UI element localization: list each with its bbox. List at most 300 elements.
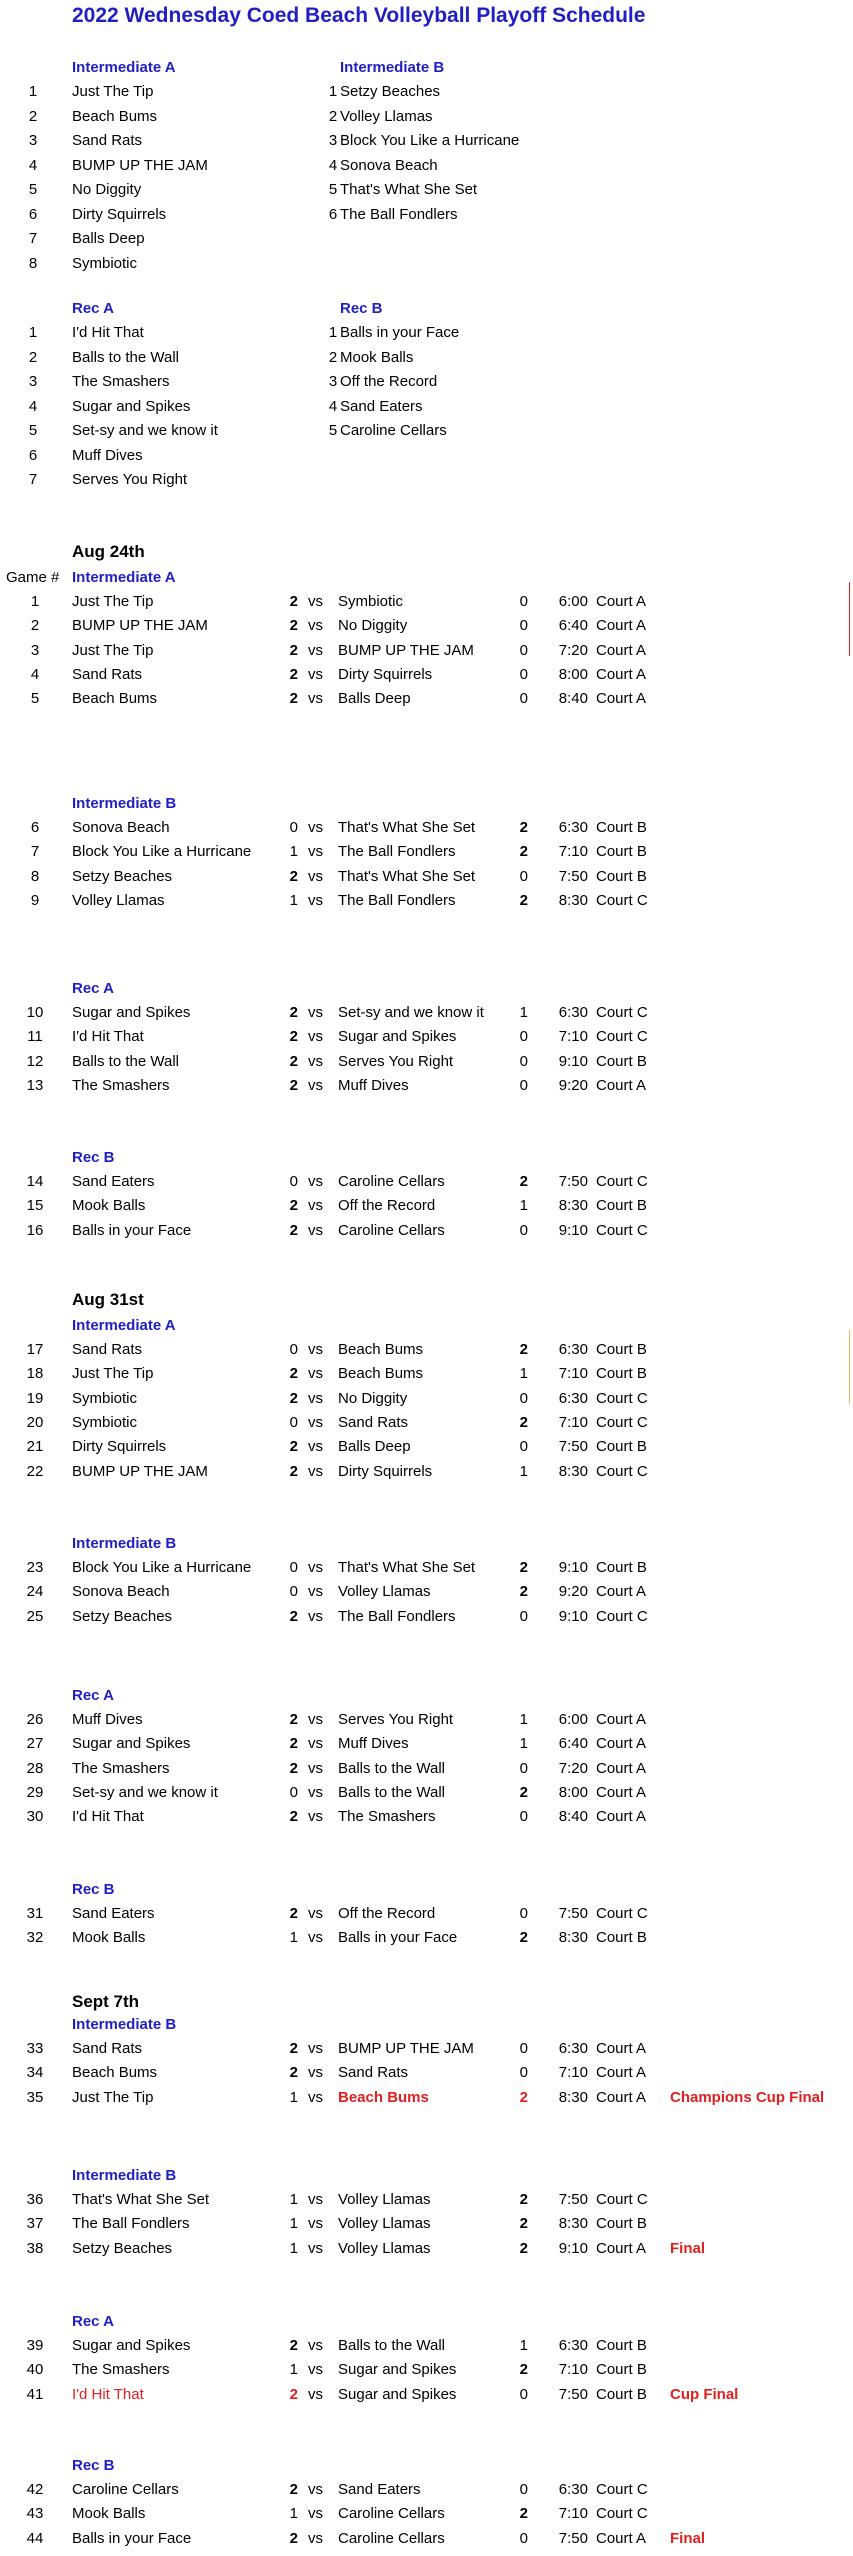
away-score: 1 (519, 1365, 528, 1383)
home-score: 2 (289, 2040, 298, 2057)
game-row (0, 1050, 853, 1074)
home-score: 1 (289, 2239, 298, 2257)
seed-team: Dirty Squirrels (72, 205, 167, 223)
home-team: The Ball Fondlers (72, 2215, 190, 2233)
seed-team: Muff Dives (72, 446, 143, 464)
home-team: Just The Tip (72, 2088, 154, 2106)
home-score: 0 (289, 1413, 298, 1431)
seed-number: 4 (328, 397, 338, 415)
away-score: 0 (519, 2040, 528, 2057)
home-score: 0 (289, 1783, 298, 1801)
away-score: 0 (519, 1808, 528, 1826)
division-heading: Rec A (72, 1687, 114, 1704)
home-score: 1 (289, 2361, 298, 2379)
game-time: 7:10 (558, 2361, 588, 2379)
court: Court C (596, 1607, 648, 1625)
seed-team: Sand Rats (72, 132, 143, 149)
court: Court B (596, 2361, 647, 2379)
game-row (0, 816, 853, 840)
home-score: 2 (289, 2064, 298, 2082)
away-score: 2 (519, 1783, 528, 1801)
away-score: 2 (519, 843, 528, 861)
game-row (0, 1362, 853, 1386)
home-team: Sugar and Spikes (72, 1004, 191, 1021)
vs-label: vs (308, 1173, 323, 1190)
division-heading: Intermediate B (72, 2016, 177, 2033)
game-time: 6:30 (558, 2337, 588, 2354)
seeding-heading: Intermediate A (72, 59, 176, 76)
vs-label: vs (308, 2385, 323, 2403)
away-team: Set-sy and we know it (338, 1004, 484, 1021)
vs-label: vs (308, 1052, 323, 1070)
away-team: Balls Deep (338, 1438, 411, 1456)
game-number: 34 (26, 2064, 44, 2082)
vs-label: vs (308, 1583, 323, 1601)
vs-label: vs (308, 1221, 323, 1239)
court: Court A (596, 690, 647, 708)
vs-label: vs (308, 867, 323, 885)
court: Court C (596, 1462, 648, 1480)
court: Court A (596, 665, 647, 683)
game-time: 7:50 (558, 2191, 588, 2208)
away-team: That's What She Set (338, 867, 476, 885)
court: Court A (596, 641, 647, 659)
home-team: Symbiotic (72, 1389, 138, 1407)
home-team: Just The Tip (72, 641, 154, 659)
away-score: 2 (519, 1583, 528, 1601)
game-time: 6:30 (558, 1341, 588, 1358)
game-time: 9:10 (558, 1559, 588, 1576)
court: Court C (596, 2505, 648, 2523)
game-time: 6:30 (558, 819, 588, 836)
court: Court B (596, 1365, 647, 1383)
away-team: Caroline Cellars (338, 2529, 445, 2547)
away-score: 0 (519, 1389, 528, 1407)
game-row (0, 2212, 853, 2236)
date-heading: Aug 31st (72, 1290, 144, 1309)
seed-number: 6 (28, 446, 38, 464)
court: Court A (596, 1735, 647, 1753)
away-score: 1 (519, 1197, 528, 1215)
court: Court C (596, 1028, 648, 1046)
division-heading: Intermediate A (72, 569, 176, 586)
game-row (0, 2188, 853, 2212)
vs-label: vs (308, 2239, 323, 2257)
vs-label: vs (308, 2064, 323, 2082)
game-time: 7:10 (558, 2064, 588, 2082)
court: Court C (596, 891, 648, 909)
home-score: 0 (289, 1559, 298, 1576)
game-number: 42 (26, 2481, 44, 2498)
away-score: 0 (519, 1438, 528, 1456)
home-team: Sand Eaters (72, 1173, 155, 1190)
home-score: 2 (289, 1438, 298, 1456)
cell-border-mark (849, 582, 850, 656)
away-score: 0 (519, 593, 528, 610)
seed-number: 2 (28, 348, 38, 366)
home-score: 1 (289, 2215, 298, 2233)
game-time: 9:20 (558, 1583, 588, 1601)
away-team: Dirty Squirrels (338, 1462, 433, 1480)
home-score: 2 (289, 665, 298, 683)
game-time: 9:10 (558, 2239, 588, 2257)
game-time: 8:00 (558, 665, 588, 683)
game-time: 7:10 (558, 2505, 588, 2523)
seed-team: Block You Like a Hurricane (340, 132, 520, 149)
seed-number: 3 (328, 132, 338, 149)
home-score: 2 (289, 2529, 298, 2547)
cell-border-mark (849, 1330, 850, 1404)
home-score: 2 (289, 690, 298, 708)
game-row (0, 1708, 853, 1732)
game-number: 1 (30, 593, 40, 610)
game-row (0, 1001, 853, 1025)
game-row (0, 1387, 853, 1411)
vs-label: vs (308, 617, 323, 635)
home-score: 2 (289, 1735, 298, 1753)
away-team: The Smashers (338, 1808, 436, 1826)
vs-label: vs (308, 1365, 323, 1383)
home-team: Balls in your Face (72, 1221, 192, 1239)
game-row (0, 2061, 853, 2085)
game-time: 7:50 (558, 867, 588, 885)
away-team: BUMP UP THE JAM (338, 2040, 474, 2057)
away-team: Volley Llamas (338, 2215, 431, 2233)
game-time: 8:30 (558, 1929, 588, 1947)
away-score: 0 (519, 2385, 528, 2403)
seed-number: 4 (28, 397, 38, 415)
court: Court C (596, 2481, 648, 2498)
court: Court C (596, 1221, 648, 1239)
vs-label: vs (308, 1929, 323, 1947)
away-score: 2 (519, 2191, 528, 2208)
seed-team: Beach Bums (72, 107, 158, 125)
vs-label: vs (308, 2529, 323, 2547)
home-score: 2 (289, 1004, 298, 1021)
seed-number: 1 (28, 324, 38, 341)
away-team: Sugar and Spikes (338, 2361, 457, 2379)
away-team: Balls in your Face (338, 1929, 458, 1947)
court: Court A (596, 1583, 647, 1601)
game-time: 7:50 (558, 1173, 588, 1190)
away-team: Caroline Cellars (338, 1221, 445, 1239)
home-team: I'd Hit That (72, 1028, 144, 1046)
away-score: 0 (519, 2481, 528, 2498)
seed-number: 7 (28, 230, 38, 247)
game-row (0, 1219, 853, 1243)
seed-team: I'd Hit That (72, 324, 144, 341)
game-number: 44 (26, 2529, 44, 2547)
game-number: 18 (26, 1365, 44, 1383)
game-time: 7:50 (558, 1905, 588, 1922)
game-number: 17 (26, 1341, 44, 1358)
game-number: 37 (26, 2215, 44, 2233)
away-score: 0 (519, 1905, 528, 1922)
game-row (0, 614, 853, 638)
home-team: BUMP UP THE JAM (72, 617, 208, 635)
game-time: 7:10 (558, 1028, 588, 1046)
game-time: 8:30 (558, 2088, 588, 2106)
seed-number: 5 (28, 422, 38, 439)
away-score: 2 (519, 891, 528, 909)
game-time: 9:10 (558, 1221, 588, 1239)
away-team: Sugar and Spikes (338, 2385, 457, 2403)
home-score: 2 (289, 2337, 298, 2354)
vs-label: vs (308, 1759, 323, 1777)
game-number: 4 (30, 665, 40, 683)
seed-team: Balls to the Wall (72, 348, 179, 366)
away-score: 2 (519, 1341, 528, 1358)
final-note: Champions Cup Final (670, 2088, 825, 2106)
game-time: 8:40 (558, 1808, 588, 1826)
game-number: 23 (26, 1559, 44, 1576)
game-number: 32 (26, 1929, 44, 1947)
away-team: Dirty Squirrels (338, 665, 433, 683)
seed-number: 2 (328, 107, 338, 125)
away-score: 0 (519, 665, 528, 683)
game-number: 13 (26, 1076, 44, 1094)
home-score: 2 (289, 617, 298, 635)
home-score: 2 (289, 1389, 298, 1407)
final-note: Final (670, 2529, 706, 2547)
away-team: Sugar and Spikes (338, 1028, 457, 1046)
game-number: 26 (26, 1711, 44, 1728)
game-number: 30 (26, 1808, 44, 1826)
game-number: 6 (30, 819, 40, 836)
seed-team: BUMP UP THE JAM (72, 156, 208, 174)
game-number: 15 (26, 1197, 44, 1215)
home-score: 2 (289, 1197, 298, 1215)
away-score: 2 (519, 819, 528, 836)
game-row (0, 1926, 853, 1950)
seed-team: Balls Deep (72, 230, 145, 247)
game-number: 9 (30, 891, 40, 909)
seed-number: 3 (328, 373, 338, 390)
court: Court A (596, 1076, 647, 1094)
game-time: 7:50 (558, 2385, 588, 2403)
game-number: 24 (26, 1583, 44, 1601)
away-team: Sand Rats (338, 1413, 409, 1431)
vs-label: vs (308, 2505, 323, 2523)
game-time: 6:40 (558, 617, 588, 635)
home-score: 2 (289, 641, 298, 659)
game-row (0, 2237, 853, 2261)
court: Court A (596, 1759, 647, 1777)
away-score: 0 (519, 690, 528, 708)
away-score: 1 (519, 1735, 528, 1753)
home-team: Balls to the Wall (72, 1052, 179, 1070)
home-team: Mook Balls (72, 1929, 146, 1947)
home-score: 2 (289, 1808, 298, 1826)
seed-number: 2 (328, 348, 338, 366)
home-team: Beach Bums (72, 2064, 158, 2082)
game-number: 27 (26, 1735, 44, 1753)
game-row (0, 1556, 853, 1580)
away-team: Sand Rats (338, 2064, 409, 2082)
game-row (0, 687, 853, 711)
away-score: 0 (519, 641, 528, 659)
court: Court B (596, 1197, 647, 1215)
away-score: 0 (519, 1759, 528, 1777)
game-row (0, 1902, 853, 1926)
final-note: Final (670, 2239, 706, 2257)
game-row (0, 2527, 853, 2551)
away-score: 1 (519, 2337, 528, 2354)
seed-number: 2 (28, 107, 38, 125)
game-row (0, 865, 853, 889)
away-team: Caroline Cellars (338, 2505, 445, 2523)
game-number: 43 (26, 2505, 44, 2523)
game-row (0, 1338, 853, 1362)
away-team: That's What She Set (338, 819, 476, 836)
vs-label: vs (308, 843, 323, 861)
court: Court A (596, 593, 647, 610)
away-score: 0 (519, 1607, 528, 1625)
game-row (0, 1580, 853, 1604)
vs-label: vs (308, 2191, 323, 2208)
seed-team: Volley Llamas (340, 107, 433, 125)
court: Court B (596, 2337, 647, 2354)
away-team: BUMP UP THE JAM (338, 641, 474, 659)
division-heading: Rec A (72, 2313, 114, 2330)
game-row (0, 1732, 853, 1756)
seed-number: 3 (28, 373, 38, 390)
home-score: 0 (289, 1583, 298, 1601)
court: Court A (596, 2064, 647, 2082)
home-score: 2 (289, 1028, 298, 1046)
game-number: 12 (26, 1052, 44, 1070)
seed-team: That's What She Set (340, 181, 478, 198)
home-score: 2 (289, 593, 298, 610)
division-heading: Rec B (72, 1881, 115, 1898)
game-time: 6:30 (558, 1004, 588, 1021)
home-team: Just The Tip (72, 593, 154, 610)
game-time: 8:30 (558, 1462, 588, 1480)
seed-number: 6 (28, 205, 38, 223)
court: Court B (596, 1438, 647, 1456)
game-time: 6:30 (558, 1389, 588, 1407)
seed-number: 4 (328, 156, 338, 174)
seed-team: Set-sy and we know it (72, 422, 218, 439)
home-score: 2 (289, 1462, 298, 1480)
game-row (0, 1805, 853, 1829)
seeding-heading: Rec B (340, 300, 383, 317)
game-number: 10 (26, 1004, 44, 1021)
game-number: 8 (30, 867, 40, 885)
court: Court A (596, 1711, 647, 1728)
division-heading: Intermediate A (72, 1317, 176, 1334)
home-team: Beach Bums (72, 690, 158, 708)
home-team: Sugar and Spikes (72, 2337, 191, 2354)
court: Court A (596, 1783, 647, 1801)
away-score: 0 (519, 617, 528, 635)
vs-label: vs (308, 665, 323, 683)
home-score: 1 (289, 891, 298, 909)
division-heading: Rec B (72, 1149, 115, 1166)
game-time: 7:50 (558, 1438, 588, 1456)
away-team: Volley Llamas (338, 2191, 431, 2208)
away-team: Beach Bums (338, 1341, 424, 1358)
court: Court B (596, 1559, 647, 1576)
seed-team: Symbiotic (72, 254, 138, 272)
game-time: 9:10 (558, 1607, 588, 1625)
seed-team: Balls in your Face (340, 324, 460, 341)
court: Court B (596, 1052, 647, 1070)
away-score: 0 (519, 1076, 528, 1094)
vs-label: vs (308, 1341, 323, 1358)
vs-label: vs (308, 1607, 323, 1625)
home-score: 1 (289, 2191, 298, 2208)
game-time: 7:10 (558, 1413, 588, 1431)
away-team: The Ball Fondlers (338, 1607, 456, 1625)
court: Court B (596, 843, 647, 861)
game-row (0, 1170, 853, 1194)
game-row (0, 1194, 853, 1218)
game-row (0, 2358, 853, 2382)
home-team: Setzy Beaches (72, 867, 173, 885)
away-team: Beach Bums (338, 1365, 424, 1383)
game-number: 25 (26, 1607, 44, 1625)
away-team: Volley Llamas (338, 2239, 431, 2257)
vs-label: vs (308, 690, 323, 708)
seed-team: Serves You Right (72, 471, 188, 488)
away-score: 0 (519, 1221, 528, 1239)
court: Court B (596, 1929, 647, 1947)
court: Court A (596, 617, 647, 635)
away-team: Volley Llamas (338, 1583, 431, 1601)
seed-team: No Diggity (72, 181, 142, 198)
away-team: Sand Eaters (338, 2481, 421, 2498)
game-number: 22 (26, 1462, 44, 1480)
away-team: No Diggity (338, 1389, 408, 1407)
division-heading: Intermediate B (72, 795, 177, 812)
away-score: 0 (519, 1028, 528, 1046)
seed-number: 5 (28, 181, 38, 198)
home-team: The Smashers (72, 1759, 170, 1777)
game-number: 33 (26, 2040, 44, 2057)
division-heading: Rec B (72, 2457, 115, 2474)
seeding-heading: Intermediate B (340, 59, 445, 76)
away-team: Balls to the Wall (338, 1759, 445, 1777)
vs-label: vs (308, 1197, 323, 1215)
page-title: 2022 Wednesday Coed Beach Volleyball Playoff Schedule (72, 4, 646, 27)
court: Court B (596, 2385, 647, 2403)
court: Court C (596, 1389, 648, 1407)
seed-number: 7 (28, 471, 38, 488)
court: Court A (596, 1808, 647, 1826)
away-team: Symbiotic (338, 593, 404, 610)
home-score: 0 (289, 1341, 298, 1358)
home-team: Caroline Cellars (72, 2481, 179, 2498)
vs-label: vs (308, 1808, 323, 1826)
vs-label: vs (308, 1559, 323, 1576)
game-number: 31 (26, 1905, 44, 1922)
away-score: 2 (519, 1413, 528, 1431)
seed-team: Sonova Beach (340, 156, 438, 174)
court: Court C (596, 2191, 648, 2208)
home-score: 2 (289, 1711, 298, 1728)
home-score: 2 (289, 1221, 298, 1239)
vs-label: vs (308, 2215, 323, 2233)
vs-label: vs (308, 2088, 323, 2106)
seed-team: Sand Eaters (340, 397, 423, 415)
away-team: The Ball Fondlers (338, 843, 456, 861)
home-score: 2 (289, 1607, 298, 1625)
seed-team: Just The Tip (72, 83, 154, 100)
vs-label: vs (308, 1905, 323, 1922)
away-score: 2 (519, 2088, 528, 2106)
game-number: 3 (30, 641, 40, 659)
